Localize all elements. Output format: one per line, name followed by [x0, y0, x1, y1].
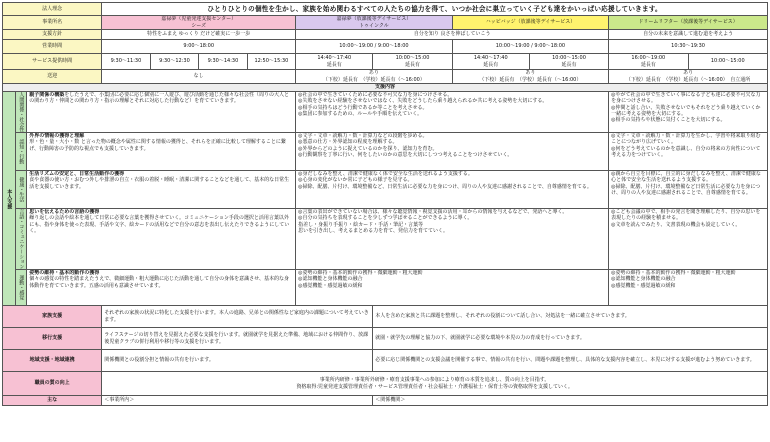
bottom-right: ＜関係機関＞: [373, 396, 768, 406]
regional-support-left: 関係機関との役割分担と情報の共有を行います。: [102, 350, 373, 372]
policy-text: 自分の未来を意識して進む道を考えよう: [609, 30, 768, 40]
transport-value: なし: [102, 70, 296, 84]
transport-label: 送迎: [3, 70, 102, 84]
business-seeds: [102, 16, 296, 30]
area-right: ◎やがて社会の中で生きていく事になる子ども達に必要不可欠な力を身につけさせる。 ◎仲間と話し合い、失敗させないでもそれをどう乗り越えていくか一緒に考える姿勢を大切にする。 ◎相手の気持ちや状態に気付くことを大切にする。: [609, 92, 768, 133]
business-label: 事業所名: [3, 16, 102, 30]
philosophy-label: 法人理念: [3, 3, 102, 16]
regional-support-right: 必要に応じ関係機関との支援会議を開催する事で、情報の共有を行い、問題や課題を整理し、具体的な支援内容を確立し、本児に対する支援が進むよう努めていきます。: [373, 350, 768, 372]
area-right: ◎こども会議の中で、相手の発言を聞き理解したり、自分の思いを表現したりの経験を積ませる。 ◎文章を読んでみたり、文書表現の機会も設定していく。: [609, 209, 768, 270]
service-time: 12:50〜15:30: [247, 54, 295, 70]
hours-label: 営業時間: [3, 40, 102, 54]
family-support-label: 家族支援: [3, 306, 102, 328]
business-dream: ドリームリフター（放課後等デイサービス）: [609, 16, 768, 30]
service-time: 10:00〜15:00: [688, 54, 767, 70]
area-mid: ◎言葉の表出ができていない場合は、様々な聴覚情報・視覚支援の活用・耳からの情報を与えるなどで、発語へと導く。 ◎自分の気持ちを表現することを少しずつ学ばせることができるように導く。 指差し・身振り手振り・絵カード・手話・筆記・言葉等 思いを引き出し、考えるまとめる力を育て、発信力を育てていく。: [296, 209, 609, 270]
service-label: サービス提供時間: [3, 54, 102, 70]
area-description: 外界の情報の獲得と理解 形・色・量・大小・数 と言った物の概念や属性に関する情報の獲得と、それらを正確に比較して理解することに繋げ、行動障害の予防的な視点でも支援していきます。: [27, 133, 296, 171]
area-label: 人間関係・社会性: [16, 92, 27, 133]
business-sub: トゥインクル: [359, 22, 389, 29]
service-time: 14:40〜17:40 延長有: [296, 54, 373, 70]
staff-text: 事業所内研修・事業所外研修・療育支援事業への参加により療育の本質を追求し、質の向上を目指す。 資格取得:児童発達支援管理責任者・サービス管理責任者・社会福祉士・介護福祉士・保育士等の資格取得を支援していく。: [102, 372, 768, 396]
hours-value: 10:00〜19:00 / 9:00〜18:00: [452, 40, 609, 54]
area-description: 思いを伝えるための言語の獲得 繰り返しの会話や絵本を通して日常に必要な言葉を獲得させていく。コミュニケーション手段の選択と活用言葉以外にも、指や身体を使った表現、手話や文字、絵カードの活用などで自分の意志を表出し伝えたりできるようにしていく。: [27, 209, 296, 270]
bottom-label: 主な: [3, 396, 102, 406]
area-mid: ◎身だしなみを整え、清潔で健康なく体で安全な生活を送れるよう支援する。 ◎心身の変化がないか常に子どもの様子を見守る。 ◎掃除、配膳、片付け、環境整備など、日常生活に必要な力を身につけ、周りの人や友達に感謝されることで、自尊感情を育てる。: [296, 171, 609, 209]
hours-value: 10:00〜19:00 / 9:00〜18:00: [296, 40, 453, 54]
policy-text: 特性をふまえ ゆっくり だけど確実に一歩一歩: [102, 30, 296, 40]
family-support-right: 本人を含めた家族と共に課題を整理し、それぞれの役割について話し合い、対処法を一緒に確立させていきます。: [373, 306, 768, 328]
service-time: 9:30〜11:30: [102, 54, 150, 70]
area-mid: ◎姿勢の維持・基本的動作の獲得・微細運動・粗大運動 ◎認知機能と身体機能の融合 ◎感覚機能・感覚過敏の緩和: [296, 270, 609, 306]
transport-value: あり （下校）延長有 （学校）延長有（〜16:00）: [452, 70, 609, 84]
area-description: 姿勢の維持・基本的動作の獲得 個々の感覚の特性を踏まえたうえで、微細運動・粗大運動に応じた活動を通して自分の身体を意識させ、基本的な身体動作を育てていきます。五感の活用も意識させています。: [27, 270, 296, 306]
hours-value: 10:30〜19:30: [609, 40, 768, 54]
service-time: 9:30〜14:30: [199, 54, 247, 70]
family-support-left: それぞれの家族の状況に特化した支援を行います。本人の進路、兄弟との関係性など家庭内の課題について考えていきます。: [102, 306, 373, 328]
service-time: 14:40〜17:40 延長有: [452, 54, 529, 70]
hours-value: 9:00〜18:00: [102, 40, 296, 54]
area-label: 認知・行動: [16, 133, 27, 171]
support-program-table: [2, 2, 768, 406]
bottom-left: ＜事業所内＞: [102, 396, 373, 406]
service-time: 9:30〜12:30: [150, 54, 198, 70]
area-label: 言語・コミュニケーション: [16, 209, 27, 270]
area-mid: ◎文字・文章・読解力・数・計算力などの段階を歩める。 ◎悪意の仕方・外界認知の程度を理解する。 ◎外界からどのように捉えているのかを探り、認知力を育む。 ◎行動観察を丁寧に行い、何をしたいのかの意思を大切にしつつ考えることをつけさせていく。: [296, 133, 609, 171]
service-time: 16:00〜19:00 延長有: [609, 54, 688, 70]
area-right: ◎文字・文章・読解力・数・計算力を生かし、学習や将来取り組むことにつながり広げていく。 ◎何をどう考えているのかを意識し、自分の将来の方向性について考える力をつけていく。: [609, 133, 768, 171]
business-happy: ハッピバッジ（放課後等デイサービス）: [452, 16, 609, 30]
area-label: 健康・生活: [16, 171, 27, 209]
transition-support-label: 移行支援: [3, 328, 102, 350]
area-description: 生活リズムの安定と、日常生活動作の獲得 食や食器の使い方・おむつ外しや排泄の自立・衣服の着脱・睡眠・清潔に関することなどを通して、基本的な日常生活を支援していきます。: [27, 171, 296, 209]
area-right: ◎親から自立を目標に、自立的に身だしなみを整え、清潔で健康な心と体で安全な生活を送れるよう支援する。 ◎掃除、配膳、片付け、環境整備など日常生活に必要な力を身につけ、周りの人や友達に感謝されることで、自尊感情を育てる。: [609, 171, 768, 209]
business-sub: シーズ: [191, 22, 207, 29]
transport-value: あり （下校）延長有 （学校）延長有（〜16:00） 自立通所: [609, 70, 768, 84]
support-header: 支援内容: [3, 84, 768, 92]
transport-value: あり （下校）延長有 （学校）延長有（〜16:00）: [296, 70, 453, 84]
transition-support-left: ライフステージの切り替えを見据えた必要な支援を行います。就園就学を見据えた準備、地域における仲間作り、放課後児童クラブの併行利用や移行等の支援を行います。: [102, 328, 373, 350]
business-name: 嘉禄夢（児童発達支援センター）: [161, 16, 237, 23]
area-mid: ◎社会の中で生きていくために必要な不可欠な力を身につけさせる。 ◎失敗をさせない経験をさせないではなく、失敗をどうしたら乗り越えられるか共に考える姿勢を大切にする。 ◎相手の気持ちはどう行動であるか等ことを考えさせる。 ◎集団に参加するための、ルールや手順を伝えていく。: [296, 92, 609, 133]
policy-text: 自分を知り 良さを伸ばしていこう: [296, 30, 609, 40]
service-time: 10:00〜15:00 延長有: [529, 54, 608, 70]
philosophy-text: ひとりひとりの個性を生かし、家族を始め関わるすべての人たちの協力を得て、いつか社会に巣立っていく子ども達をかいっぱい応援していきます。: [102, 3, 768, 16]
business-twinkle: [296, 16, 453, 30]
area-right: ◎姿勢の維持・基本的動作の獲得・微細運動・粗大運動 ◎認知機能と身体機能の融合 ◎感覚機能・感覚過敏の緩和: [609, 270, 768, 306]
area-label: 運動・感覚: [16, 270, 27, 306]
business-name: 嘉禄夢（放課後等デイサービス）: [336, 16, 412, 23]
regional-support-label: 地域支援・地域連携: [3, 350, 102, 372]
service-time: 10:00〜15:00 延長有: [373, 54, 452, 70]
transition-support-right: 就園・就学先の理解と協力の下、就園就学に必要な環境や本児の力の育成を行っていきます。: [373, 328, 768, 350]
area-description: 親子関係の構築をしたうえで、小集団に必要に応じ個別に一人遊び、遊び活動を通じた様々な社会性（周りの大人との関わり方・仲間との関わり方・指示の理解とそれに対応した行動など）を育てていきます。: [27, 92, 296, 133]
policy-label: 支援方針: [3, 30, 102, 40]
self-support-label: 本人支援: [3, 92, 16, 306]
staff-label: 職員の質の向上: [3, 372, 102, 396]
